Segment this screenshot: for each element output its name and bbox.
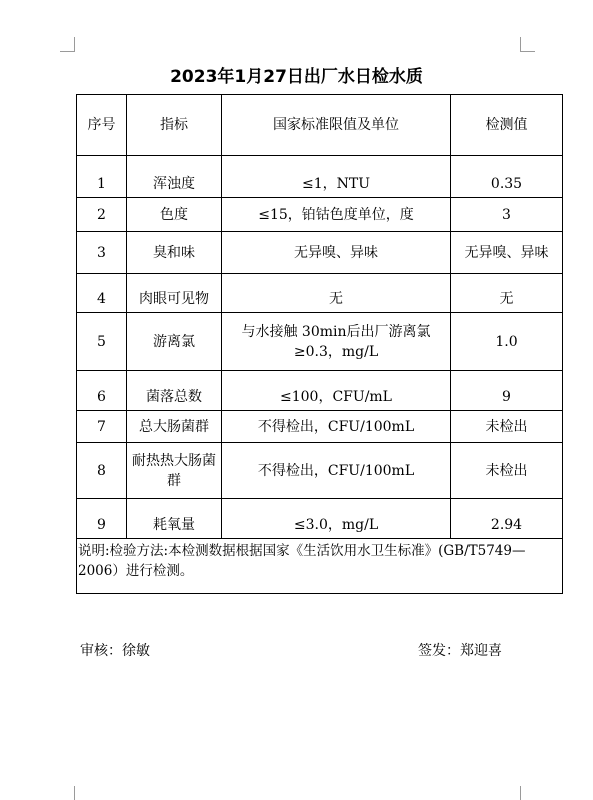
row-item: 耗氧量	[127, 499, 222, 539]
row-value: 无异嗅、异味	[451, 232, 563, 274]
row-standard: ≤1，NTU	[222, 156, 451, 198]
header-item: 指标	[127, 95, 222, 156]
row-standard: 无异嗅、异味	[222, 232, 451, 274]
note-row	[77, 539, 563, 594]
page-corner-mark	[60, 37, 75, 52]
row-value: 1.0	[451, 313, 563, 371]
table-header-row	[77, 95, 563, 156]
row-item: 耐热热大肠菌群	[127, 443, 222, 499]
row-value: 0.35	[451, 156, 563, 198]
row-item: 色度	[127, 198, 222, 232]
row-item: 臭和味	[127, 232, 222, 274]
table-row	[77, 232, 563, 274]
row-value: 未检出	[451, 443, 563, 499]
row-no: 4	[77, 274, 127, 313]
row-no: 1	[77, 156, 127, 198]
header-standard: 国家标准限值及单位	[222, 95, 451, 156]
row-value: 3	[451, 198, 563, 232]
row-standard: ≤100，CFU/mL	[222, 371, 451, 411]
row-item: 菌落总数	[127, 371, 222, 411]
table-row	[77, 411, 563, 443]
reviewer-signature: 审核：徐敏	[80, 643, 150, 659]
row-no: 6	[77, 371, 127, 411]
row-standard: ≤3.0，mg/L	[222, 499, 451, 539]
row-standard: 不得检出，CFU/100mL	[222, 443, 451, 499]
table-row	[77, 499, 563, 539]
page-corner-mark	[60, 786, 75, 800]
row-no: 9	[77, 499, 127, 539]
table-row	[77, 274, 563, 313]
row-no: 2	[77, 198, 127, 232]
header-value: 检测值	[451, 95, 563, 156]
row-no: 7	[77, 411, 127, 443]
row-value: 9	[451, 371, 563, 411]
table-row	[77, 156, 563, 198]
row-standard: 与水接触 30min后出厂游离氯≥0.3，mg/L	[222, 313, 451, 371]
page-title: 2023年1月27日出厂水日检水质	[170, 67, 423, 87]
page-corner-mark	[520, 786, 535, 800]
water-quality-table	[76, 94, 563, 594]
row-item: 总大肠菌群	[127, 411, 222, 443]
row-no: 8	[77, 443, 127, 499]
table-row	[77, 443, 563, 499]
table-row	[77, 371, 563, 411]
row-standard: 无	[222, 274, 451, 313]
row-item: 浑浊度	[127, 156, 222, 198]
row-no: 3	[77, 232, 127, 274]
row-no: 5	[77, 313, 127, 371]
row-standard: ≤15，铂钴色度单位，度	[222, 198, 451, 232]
row-value: 无	[451, 274, 563, 313]
row-standard: 不得检出，CFU/100mL	[222, 411, 451, 443]
row-value: 未检出	[451, 411, 563, 443]
table-row	[77, 313, 563, 371]
row-item: 肉眼可见物	[127, 274, 222, 313]
test-method-note: 说明:检验方法:本检测数据根据国家《生活饮用水卫生标准》(GB/T5749—2006）进行检测。	[77, 539, 563, 594]
table-row	[77, 198, 563, 232]
row-item: 游离氯	[127, 313, 222, 371]
issuer-signature: 签发：郑迎喜	[418, 643, 502, 659]
row-value: 2.94	[451, 499, 563, 539]
header-no: 序号	[77, 95, 127, 156]
page-corner-mark	[520, 37, 535, 52]
